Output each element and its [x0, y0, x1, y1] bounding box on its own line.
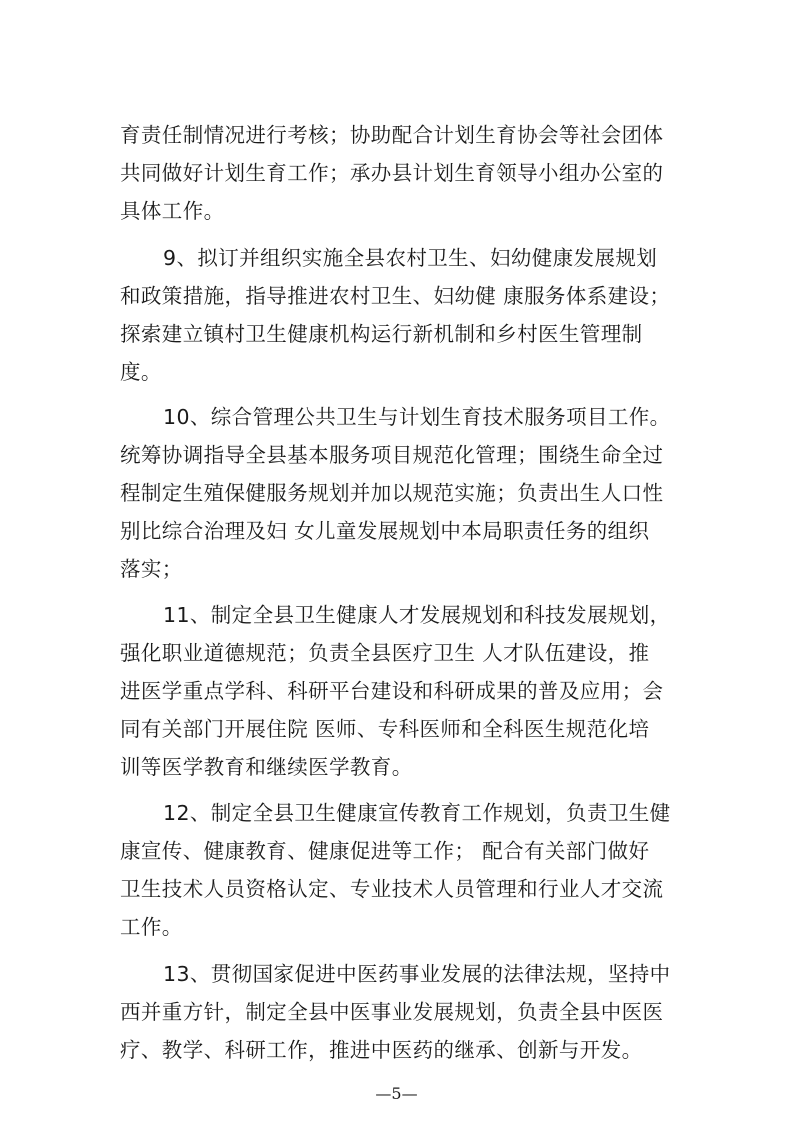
text-line: 育责任制情况进行考核；协助配合计划生育协会等社会团体 [120, 123, 664, 147]
text-line: 落实； [120, 557, 183, 581]
text-line: 程制定生殖保健服务规划并加以规范实施；负责出生人口性 [120, 481, 664, 505]
text-line: 探索建立镇村卫生健康机构运行新机制和乡村医生管理制 [120, 322, 643, 346]
text-line: 具体工作。 [120, 199, 225, 223]
paragraph-9-first-line: 9、拟订并组织实施全县农村卫生、妇幼健康发展规划 [163, 246, 658, 270]
text-line: 别比综合治理及妇 女儿童发展规划中本局职责任务的组织 [120, 519, 650, 543]
paragraph-11-first-line: 11、制定全县卫生健康人才发展规划和科技发展规划， [163, 603, 671, 627]
paragraph-10-first-line: 10、综合管理公共卫生与计划生育技术服务项目工作。 [163, 405, 671, 429]
text-line: 卫生技术人员资格认定、专业技术人员管理和行业人才交流 [120, 877, 664, 901]
text-line: 强化职业道德规范；负责全县医疗卫生 人才队伍建设，推 [120, 641, 650, 665]
text-line: 度。 [120, 360, 162, 384]
text-line: 同有关部门开展住院 医师、专科医师和全科医生规范化培 [120, 717, 650, 741]
text-line: 进医学重点学科、科研平台建设和科研成果的普及应用；会 [120, 679, 664, 703]
text-line: 和政策措施，指导推进农村卫生、妇幼健 康服务体系建设； [120, 284, 671, 308]
text-line: 疗、教学、科研工作，推进中医药的继承、创新与开发。 [120, 1038, 643, 1062]
text-line: 西并重方针，制定全县中医事业发展规划，负责全县中医医 [120, 1000, 664, 1024]
text-line: 训等医学教育和继续医学教育。 [120, 755, 413, 779]
paragraph-13-first-line: 13、贯彻国家促进中医药事业发展的法律法规，坚持中 [163, 962, 671, 986]
paragraph-12-first-line: 12、制定全县卫生健康宣传教育工作规划，负责卫生健 [163, 801, 671, 825]
text-line: 工作。 [120, 915, 183, 939]
text-line: 统筹协调指导全县基本服务项目规范化管理；围绕生命全过 [120, 443, 664, 467]
page-number: —5— [375, 1084, 418, 1103]
text-line: 康宣传、健康教育、健康促进等工作； 配合有关部门做好 [120, 839, 650, 863]
text-line: 共同做好计划生育工作；承办县计划生育领导小组办公室的 [120, 161, 664, 185]
